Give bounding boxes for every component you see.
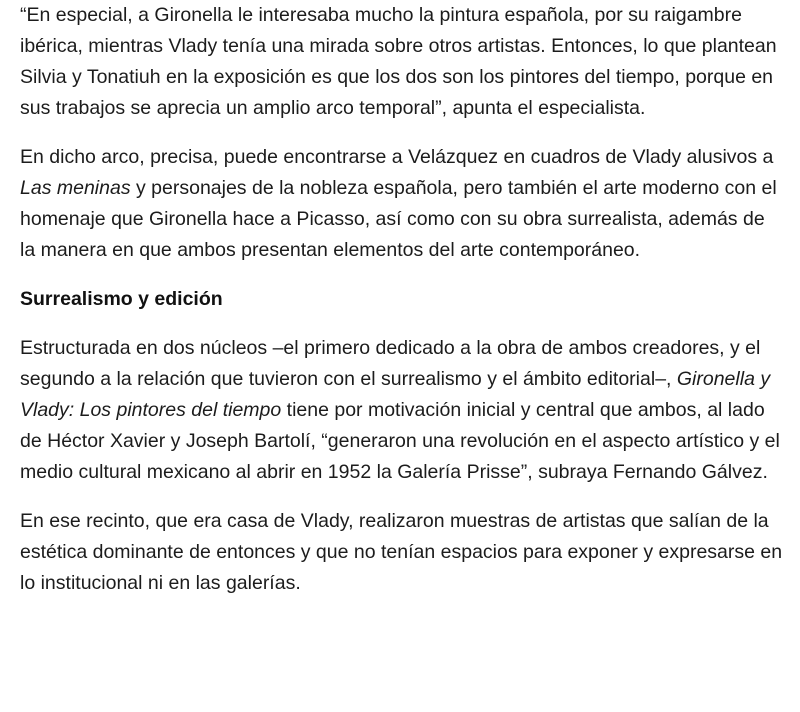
- section-subheading: Surrealismo y edición: [20, 288, 223, 310]
- paragraph-1: “En especial, a Gironella le interesaba mucho la pintura española, por su raigambre ibérica, mientras Vlady tenía una mirada sobre otros artistas. Entonces, lo que plantean Silvia y Tonatiuh en la exposición es que los dos son los pintores del tiempo, porque en sus trabajos se aprecia un amplio arco temporal”, apunta el especialista.: [20, 4, 777, 119]
- paragraph-3-text-end: tiene por motivación inicial y central que ambos, al lado de Héctor Xavier y Joseph Bartolí, “generaron una revolución en el aspecto artístico y el medio cultural mexicano al abrir en 1952 la Galería Prisse”, subraya Fernando Gálvez.: [20, 399, 780, 483]
- paragraph-2-italic-title: Las meninas: [20, 177, 131, 199]
- paragraph-2-text-start: En dicho arco, precisa, puede encontrarse a Velázquez en cuadros de Vlady alusivos a: [20, 146, 774, 168]
- paragraph-4: En ese recinto, que era casa de Vlady, realizaron muestras de artistas que salían de la estética dominante de entonces y que no tenían espacios para exponer y expresarse en lo institucional ni en las galerías.: [20, 510, 783, 594]
- paragraph-3-italic-title: Gironella y Vlady: Los pintores del tiempo: [20, 368, 771, 421]
- paragraph-3-text-start: Estructurada en dos núcleos –el primero dedicado a la obra de ambos creadores, y el segundo a la relación que tuvieron con el surrealismo y el ámbito editorial–,: [20, 337, 761, 390]
- paragraph-2: [20, 142, 784, 266]
- paragraph-2-text-end: y personajes de la nobleza española, pero también el arte moderno con el homenaje que Gironella hace a Picasso, así como con su obra surrealista, además de la manera en que ambos presentan elementos del arte contemporáneo.: [20, 177, 777, 261]
- paragraph-3: [20, 333, 784, 488]
